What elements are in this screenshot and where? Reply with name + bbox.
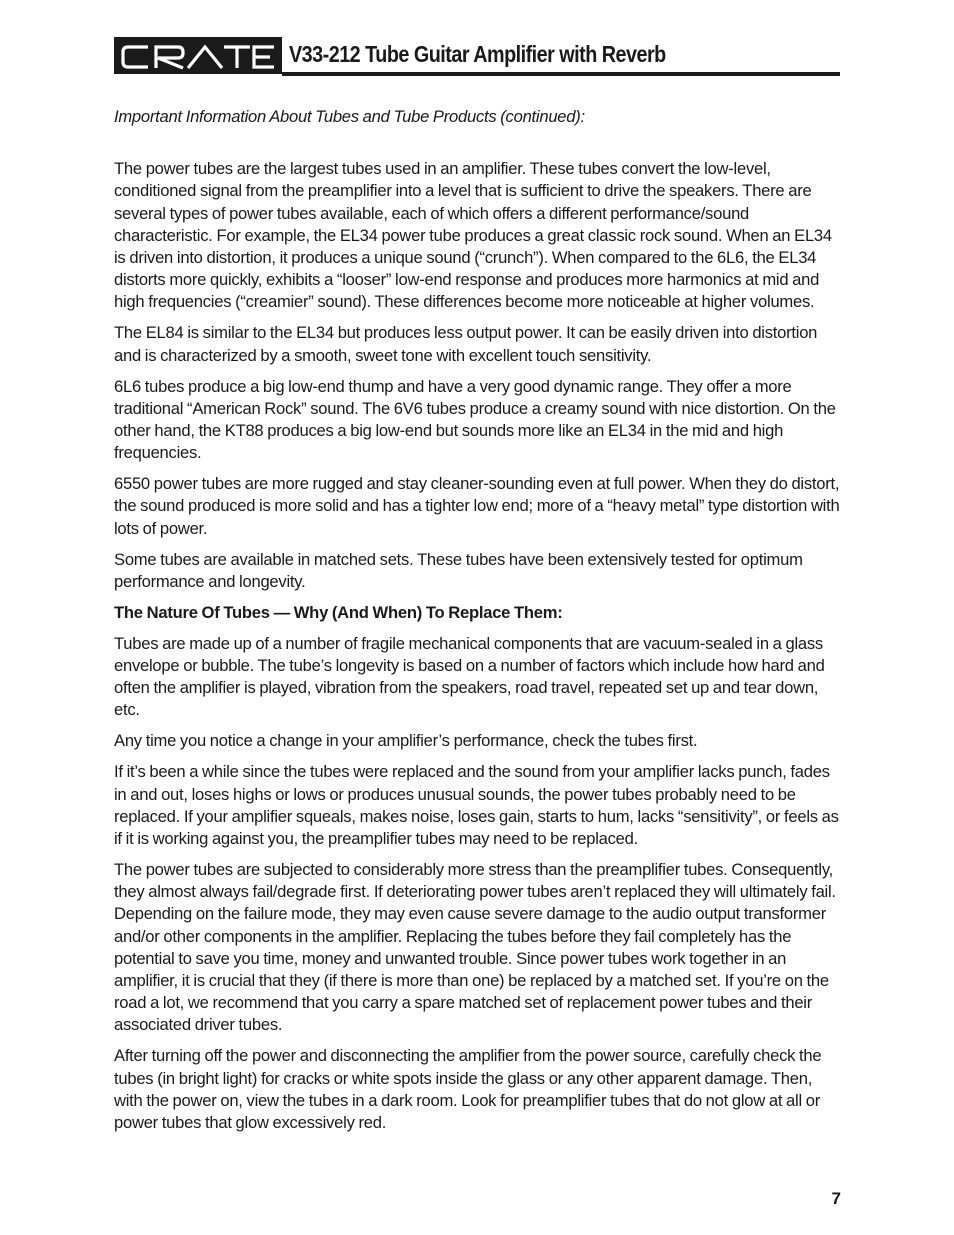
- paragraph-inspection: After turning off the power and disconnecting the amplifier from the power source, carefully check the tubes (in bright light) for cracks or white spots inside the glass or any other apparent damage. Then, with the power on, view the tubes in a dark room. Look for preamplifier tubes that do not glow at all or power tubes that glow excessively red.: [114, 1046, 822, 1133]
- section-subtitle: Important Information About Tubes and Tube Products (continued):: [114, 107, 585, 126]
- paragraph-power-tubes: The power tubes are the largest tubes used in an amplifier. These tubes convert the low-level, conditioned signal from the preamplifier into a level that is sufficient to drive the speakers. There are several types of power tubes available, each of which offers a different performance/sound characteristic. For example, the EL34 power tube produces a great classic rock sound. When an EL34 is driven into distortion, it produces a unique sound (“crunch”). When compared to the 6L6, the EL34 distorts more quickly, exhibits a “looser” low-end response and produces more harmonics at mid and high frequencies (“creamier” sound). These differences become more noticeable at higher volumes.: [114, 159, 832, 312]
- page-header: [114, 37, 840, 77]
- page-number: 7: [831, 1189, 841, 1208]
- paragraph-matched-sets: Some tubes are available in matched sets. These tubes have been extensively tested for optimum performance and longevity.: [114, 549, 803, 591]
- header-rule: [282, 72, 840, 76]
- page-content: [114, 106, 842, 1143]
- paragraph-tube-components: Tubes are made up of a number of fragile mechanical components that are vacuum-sealed in a glass envelope or bubble. The tube’s longevity is based on a number of factors which include how hard and often the amplifier is played, vibration from the speakers, road travel, repeated set up and tear down, etc.: [114, 633, 825, 720]
- crate-logo-icon: [120, 44, 278, 70]
- crate-logo: [114, 37, 282, 74]
- document-title: V33-212 Tube Guitar Amplifier with Reverb: [289, 41, 666, 67]
- paragraph-6550: 6550 power tubes are more rugged and stay cleaner-sounding even at full power. When they do distort, the sound produced is more solid and has a tighter low end; more of a “heavy metal” type distortion with lots of power.: [114, 474, 840, 538]
- paragraph-6l6: 6L6 tubes produce a big low-end thump and have a very good dynamic range. They offer a more traditional “American Rock” sound. The 6V6 tubes produce a creamy sound with nice distortion. On the other hand, the KT88 produces a big low-end but sounds more like an EL34 in the mid and high frequencies.: [114, 376, 836, 463]
- paragraph-replacement-signs: If it’s been a while since the tubes were replaced and the sound from your amplifier lacks punch, fades in and out, loses highs or lows or produces unusual sounds, the power tubes probably need to be replaced. If your amplifier squeals, makes noise, loses gain, starts to hum, lacks “sensitivity”, or feels as if it is working against you, the preamplifier tubes may need to be replaced.: [114, 762, 839, 849]
- paragraph-power-tube-stress: The power tubes are subjected to considerably more stress than the preamplifier tubes. Consequently, they almost always fail/degrade first. If deteriorating power tubes aren’t replaced they will ultimately fail. Depending on the failure mode, they may even cause severe damage to the audio output transformer and/or other components in the amplifier. Replacing the tubes before they fail completely has the potential to save you time, money and unwanted trouble. Since power tubes work together in an amplifier, it is crucial that they (if there is more than one) be replaced by a matched set. If you’re on the road a lot, we recommend that you carry a spare matched set of replacement power tubes and their associated driver tubes.: [114, 860, 836, 1035]
- section-heading: The Nature Of Tubes — Why (And When) To Replace Them:: [114, 602, 563, 622]
- paragraph-check-tubes: Any time you notice a change in your amplifier’s performance, check the tubes first.: [114, 731, 698, 751]
- paragraph-el84: The EL84 is similar to the EL34 but produces less output power. It can be easily driven into distortion and is characterized by a smooth, sweet tone with excellent touch sensitivity.: [114, 323, 818, 365]
